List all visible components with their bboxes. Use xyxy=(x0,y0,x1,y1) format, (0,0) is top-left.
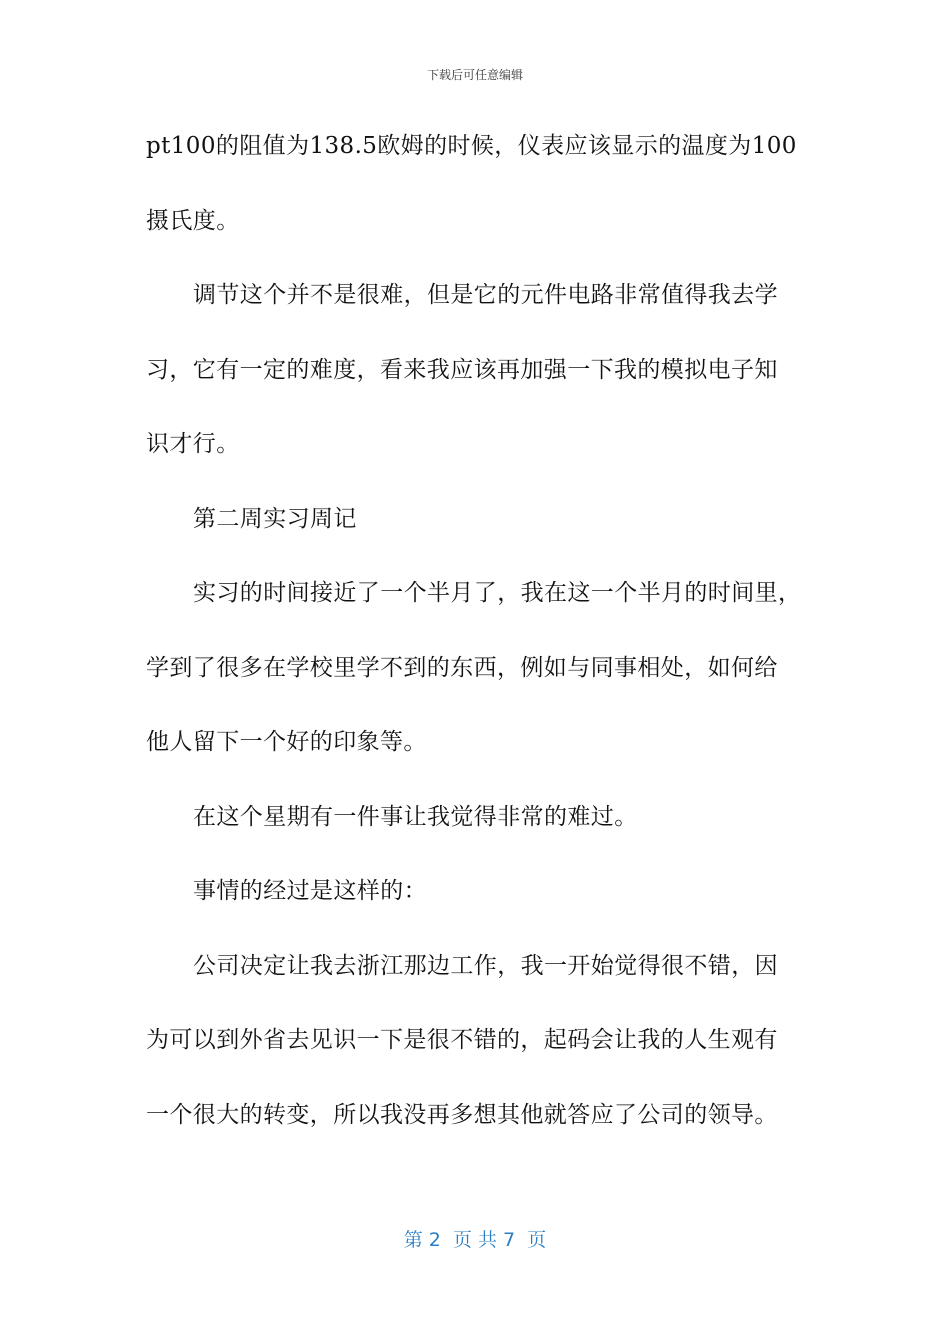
text-line: 学到了很多在学校里学不到的东西，例如与同事相处，如何给 xyxy=(146,654,778,681)
text-line: 摄氏度。 xyxy=(146,207,240,234)
text-line: 一个很大的转变，所以我没再多想其他就答应了公司的领导。 xyxy=(146,1101,778,1128)
page-header-note: 下载后可任意编辑 xyxy=(426,68,523,82)
paragraph-start: 事情的经过是这样的： xyxy=(193,878,427,904)
section-heading: 第二周实习周记 xyxy=(193,505,357,532)
text-line: 识才行。 xyxy=(146,431,240,457)
text-line: 他人留下一个好的印象等。 xyxy=(146,729,427,755)
text-line: 为可以到外省去见识一下是很不错的，起码会让我的人生观有 xyxy=(146,1027,778,1053)
text-line: 习，它有一定的难度，看来我应该再加强一下我的模拟电子知 xyxy=(146,356,778,383)
page-number-footer: 第 2 页 共 7 页 xyxy=(403,1229,547,1251)
paragraph-start: 公司决定让我去浙江那边工作，我一开始觉得很不错，因 xyxy=(193,952,778,979)
paragraph-start: 调节这个并不是很难，但是它的元件电路非常值得我去学 xyxy=(193,282,778,308)
paragraph-start: 在这个星期有一件事让我觉得非常的难过。 xyxy=(193,803,638,830)
document-body xyxy=(146,118,806,1161)
paragraph-start: 实习的时间接近了一个半月了，我在这一个半月的时间里， xyxy=(193,580,802,606)
text-line: pt100的阻值为138.5欧姆的时候，仪表应该显示的温度为100 xyxy=(146,133,797,159)
